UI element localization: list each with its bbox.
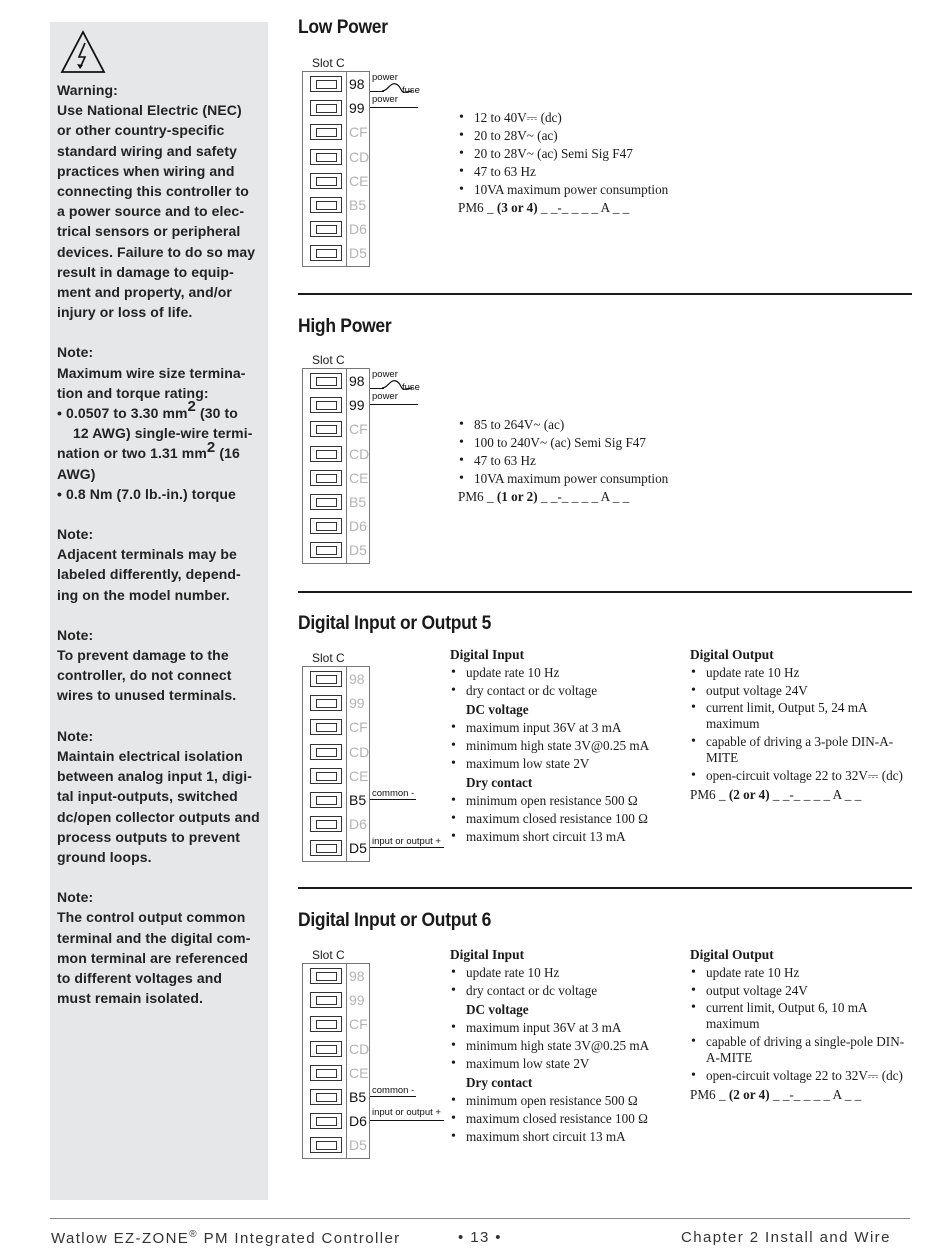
note-title: Note: bbox=[57, 526, 94, 543]
terminal-label: 99 bbox=[349, 992, 365, 1009]
warning-title: Warning: bbox=[57, 82, 118, 98]
wire-label-power: power bbox=[372, 391, 398, 402]
terminal-row bbox=[303, 691, 369, 715]
warning-line: practices when wiring and bbox=[57, 162, 235, 179]
digital-input-heading: Digital Input bbox=[450, 647, 525, 662]
terminal-diagram-dio5 bbox=[298, 651, 458, 866]
footer-chapter: Chapter 2 Install and Wire bbox=[681, 1229, 891, 1246]
terminal-screw-icon bbox=[310, 197, 342, 213]
terminal-screw-icon bbox=[310, 968, 342, 984]
terminal-label: B5 bbox=[349, 196, 367, 213]
terminal-row bbox=[303, 417, 369, 441]
terminal-screw-icon bbox=[310, 1137, 342, 1153]
terminal-block bbox=[302, 963, 370, 1159]
wire bbox=[370, 799, 416, 800]
terminal-label: 98 bbox=[349, 76, 365, 92]
warning-line: or other country-specific bbox=[57, 122, 225, 139]
spec-item: • 20 to 28V~ (ac) bbox=[458, 127, 668, 145]
terminal-row bbox=[303, 217, 369, 241]
terminal-label: CE bbox=[349, 172, 369, 189]
terminal-row bbox=[303, 1133, 369, 1157]
part-number: PM6 _ (2 or 4) _ _-_ _ _ _ A _ _ bbox=[690, 1087, 862, 1102]
terminal-label: CD bbox=[349, 148, 370, 165]
spec-item: • maximum low state 2V bbox=[450, 1055, 685, 1073]
terminal-row bbox=[303, 120, 369, 144]
spec-item: • 47 to 63 Hz bbox=[458, 452, 668, 470]
footer-page-number: • 13 • bbox=[458, 1229, 502, 1246]
spec-item: • minimum high state 3V@0.25 mA bbox=[450, 737, 685, 755]
part-number: PM6 _ (3 or 4) _ _-_ _ _ _ A _ _ bbox=[458, 200, 630, 215]
terminal-screw-icon bbox=[310, 671, 342, 687]
spec-item: • minimum open resistance 500 Ω bbox=[450, 1092, 685, 1110]
slot-label: Slot C bbox=[312, 948, 345, 962]
terminal-label: 98 bbox=[349, 671, 365, 687]
part-number: PM6 _ (1 or 2) _ _-_ _ _ _ A _ _ bbox=[458, 489, 630, 504]
dry-contact-heading: Dry contact bbox=[466, 1075, 533, 1090]
terminal-label: D5 bbox=[349, 840, 367, 857]
spec-item: • maximum closed resistance 100 Ω bbox=[450, 810, 685, 828]
terminal-row bbox=[303, 490, 369, 514]
terminal-screw-icon bbox=[310, 421, 342, 437]
wire bbox=[370, 1096, 416, 1097]
terminal-screw-icon bbox=[310, 1089, 342, 1105]
note-line: labeled differently, depend- bbox=[57, 566, 241, 583]
note-line: must remain isolated. bbox=[57, 990, 204, 1007]
terminal-label: CD bbox=[349, 1040, 370, 1057]
note-line: The control output common bbox=[57, 909, 246, 926]
footer-divider bbox=[50, 1218, 910, 1219]
terminal-row bbox=[303, 1061, 369, 1085]
terminal-screw-icon bbox=[310, 446, 342, 462]
note-title: Note: bbox=[57, 889, 94, 906]
warning-line: Use National Electric (NEC) bbox=[57, 102, 242, 119]
terminal-row bbox=[303, 466, 369, 490]
terminal-label: CD bbox=[349, 445, 370, 462]
spec-item: • maximum closed resistance 100 Ω bbox=[450, 1110, 685, 1128]
terminal-row bbox=[303, 241, 369, 265]
dc-voltage-heading: DC voltage bbox=[466, 1002, 529, 1017]
note-line: controller, do not connect bbox=[57, 667, 232, 684]
high-power-specs bbox=[458, 416, 668, 506]
spec-item: • maximum short circuit 13 mA bbox=[450, 1128, 685, 1146]
wire-label-power: power bbox=[372, 94, 398, 105]
dio5-digital-output-specs bbox=[690, 646, 905, 804]
note-line: 12 AWG) single-wire termi- bbox=[73, 425, 253, 442]
terminal-label: CF bbox=[349, 421, 368, 438]
note-line: to different voltages and bbox=[57, 969, 223, 986]
terminal-label: CE bbox=[349, 469, 369, 486]
note-line: ing on the model number. bbox=[57, 586, 230, 603]
terminal-screw-icon bbox=[310, 124, 342, 140]
section-divider bbox=[298, 293, 912, 295]
terminal-screw-icon bbox=[310, 840, 342, 856]
spec-item: • current limit, Output 5, 24 mA maximum bbox=[690, 700, 905, 732]
terminal-label: B5 bbox=[349, 1088, 367, 1105]
wire-label-common: common - bbox=[372, 1085, 415, 1096]
terminal-screw-icon bbox=[310, 76, 342, 92]
terminal-screw-icon bbox=[310, 149, 342, 165]
sidebar-notes bbox=[50, 22, 268, 1200]
terminal-screw-icon bbox=[310, 173, 342, 189]
warning-line: devices. Failure to do so may bbox=[57, 243, 256, 260]
wire-label-input-output: input or output + bbox=[372, 836, 441, 847]
terminal-label: D5 bbox=[349, 1137, 367, 1154]
terminal-screw-icon bbox=[310, 1041, 342, 1057]
spec-item: • 12 to 40V⎓ (dc) bbox=[458, 109, 668, 127]
terminal-diagram-dio6 bbox=[298, 948, 458, 1163]
note-bullet: • 0.8 Nm (7.0 lb.-in.) torque bbox=[57, 485, 236, 502]
section-divider bbox=[298, 887, 912, 889]
spec-item: • 10VA maximum power consumption bbox=[458, 181, 668, 199]
spec-item: • output voltage 24V bbox=[690, 982, 905, 1000]
terminal-row bbox=[303, 193, 369, 217]
spec-item: • capable of driving a single-pole DIN-A-MITE bbox=[690, 1034, 905, 1066]
terminal-row bbox=[303, 667, 369, 691]
note-line: tal input-outputs, switched bbox=[57, 788, 238, 805]
terminal-label: CF bbox=[349, 124, 368, 141]
spec-item: • current limit, Output 6, 10 mA maximum bbox=[690, 1000, 905, 1032]
terminal-label: D5 bbox=[349, 542, 367, 559]
terminal-screw-icon bbox=[310, 992, 342, 1008]
terminal-label: CF bbox=[349, 719, 368, 736]
terminal-row bbox=[303, 442, 369, 466]
spec-item: • update rate 10 Hz bbox=[450, 664, 685, 682]
terminal-label: 99 bbox=[349, 397, 365, 414]
spec-item: • update rate 10 Hz bbox=[690, 964, 905, 982]
terminal-label: CF bbox=[349, 1016, 368, 1033]
terminal-diagram-low-power bbox=[298, 56, 458, 271]
terminal-label: D6 bbox=[349, 816, 367, 833]
terminal-label: D6 bbox=[349, 221, 367, 238]
digital-output-heading: Digital Output bbox=[690, 647, 774, 662]
wire-label-fuse: fuse bbox=[402, 382, 420, 393]
spec-item: • update rate 10 Hz bbox=[450, 964, 685, 982]
part-number: PM6 _ (2 or 4) _ _-_ _ _ _ A _ _ bbox=[690, 787, 862, 802]
note-line: process outputs to prevent bbox=[57, 828, 241, 845]
spec-item: • 85 to 264V~ (ac) bbox=[458, 416, 668, 434]
dio5-digital-input-specs bbox=[450, 646, 685, 846]
terminal-row bbox=[303, 812, 369, 836]
terminal-screw-icon bbox=[310, 1016, 342, 1032]
note-title: Note: bbox=[57, 344, 94, 361]
terminal-label: CE bbox=[349, 1064, 369, 1081]
wire bbox=[370, 107, 418, 108]
terminal-label: 99 bbox=[349, 695, 365, 712]
terminal-row bbox=[303, 145, 369, 169]
terminal-row bbox=[303, 169, 369, 193]
note-bullet: • 0.0507 to 3.30 $mm^2$ (30 to bbox=[57, 398, 238, 422]
note-title: Note: bbox=[57, 727, 94, 744]
slot-label: Slot C bbox=[312, 353, 345, 367]
wire-label-power: power bbox=[372, 72, 398, 83]
note-adjacent-terminals bbox=[57, 524, 262, 605]
spec-item: • 47 to 63 Hz bbox=[458, 163, 668, 181]
terminal-row bbox=[303, 836, 369, 860]
warning-line: result in damage to equip- bbox=[57, 263, 234, 280]
spec-item: • minimum open resistance 500 Ω bbox=[450, 792, 685, 810]
footer-product: Watlow EZ-ZONE® PM Integrated Controller bbox=[51, 1229, 401, 1247]
wire bbox=[370, 404, 418, 405]
terminal-row bbox=[303, 788, 369, 812]
section-divider bbox=[298, 591, 912, 593]
digital-output-heading: Digital Output bbox=[690, 947, 774, 962]
terminal-label: 99 bbox=[349, 100, 365, 117]
note-line: ground loops. bbox=[57, 848, 152, 865]
spec-item: • 100 to 240V~ (ac) Semi Sig F47 bbox=[458, 434, 668, 452]
section-title-high-power: High Power bbox=[298, 316, 392, 337]
digital-input-heading: Digital Input bbox=[450, 947, 525, 962]
spec-item: • minimum high state 3V@0.25 mA bbox=[450, 1037, 685, 1055]
note-line: between analog input 1, digi- bbox=[57, 768, 253, 785]
dio6-digital-input-specs bbox=[450, 946, 685, 1146]
spec-item: • open-circuit voltage 22 to 32V⎓ (dc) bbox=[690, 768, 905, 784]
terminal-screw-icon bbox=[310, 1113, 342, 1129]
terminal-row bbox=[303, 740, 369, 764]
spec-item: • dry contact or dc voltage bbox=[450, 982, 685, 1000]
terminal-row bbox=[303, 964, 369, 988]
terminal-screw-icon bbox=[310, 518, 342, 534]
note-line: terminal and the digital com- bbox=[57, 929, 251, 946]
spec-item: • maximum input 36V at 3 mA bbox=[450, 1019, 685, 1037]
note-line: Maximum wire size termina- bbox=[57, 364, 246, 381]
note-title: Note: bbox=[57, 626, 94, 643]
warning-line: ment and property, and/or bbox=[57, 284, 232, 301]
spec-item: • 10VA maximum power consumption bbox=[458, 470, 668, 488]
terminal-label: CD bbox=[349, 743, 370, 760]
terminal-label: D6 bbox=[349, 1113, 367, 1130]
terminal-block bbox=[302, 71, 370, 267]
terminal-row bbox=[303, 1085, 369, 1109]
spec-item: • dry contact or dc voltage bbox=[450, 682, 685, 700]
note-line: dc/open collector outputs and bbox=[57, 808, 260, 825]
note-wire-size bbox=[57, 342, 262, 504]
wire-label-fuse: fuse bbox=[402, 85, 420, 96]
terminal-label: D6 bbox=[349, 518, 367, 535]
note-line: Adjacent terminals may be bbox=[57, 546, 237, 563]
dc-voltage-heading: DC voltage bbox=[466, 702, 529, 717]
terminal-label: 98 bbox=[349, 968, 365, 984]
terminal-screw-icon bbox=[310, 494, 342, 510]
terminal-screw-icon bbox=[310, 792, 342, 808]
terminal-screw-icon bbox=[310, 245, 342, 261]
section-title-low-power: Low Power bbox=[298, 17, 388, 38]
terminal-label: 98 bbox=[349, 373, 365, 389]
wire bbox=[370, 1120, 444, 1121]
wire bbox=[370, 847, 444, 848]
terminal-row bbox=[303, 988, 369, 1012]
slot-label: Slot C bbox=[312, 651, 345, 665]
terminal-screw-icon bbox=[310, 100, 342, 116]
terminal-row bbox=[303, 538, 369, 562]
terminal-row bbox=[303, 715, 369, 739]
terminal-row bbox=[303, 393, 369, 417]
note-line: wires to unused terminals. bbox=[57, 687, 237, 704]
terminal-label: D5 bbox=[349, 245, 367, 262]
terminal-row bbox=[303, 72, 369, 96]
spec-item: • open-circuit voltage 22 to 32V⎓ (dc) bbox=[690, 1068, 905, 1084]
warning-line: a power source and to elec- bbox=[57, 203, 245, 220]
terminal-screw-icon bbox=[310, 1065, 342, 1081]
section-title-dio5: Digital Input or Output 5 bbox=[298, 613, 492, 634]
terminal-screw-icon bbox=[310, 719, 342, 735]
terminal-row bbox=[303, 1109, 369, 1133]
terminal-block bbox=[302, 368, 370, 564]
note-line: nation or two 1.31 $mm^2$ (16 bbox=[57, 438, 240, 462]
terminal-row bbox=[303, 514, 369, 538]
terminal-row bbox=[303, 1012, 369, 1036]
terminal-row bbox=[303, 764, 369, 788]
spec-item: • maximum low state 2V bbox=[450, 755, 685, 773]
terminal-screw-icon bbox=[310, 470, 342, 486]
warning-line: connecting this controller to bbox=[57, 183, 249, 200]
terminal-screw-icon bbox=[310, 373, 342, 389]
note-isolation bbox=[57, 726, 262, 867]
spec-item: • output voltage 24V bbox=[690, 682, 905, 700]
terminal-row bbox=[303, 96, 369, 120]
spec-item: • update rate 10 Hz bbox=[690, 664, 905, 682]
note-unused-terminals bbox=[57, 625, 262, 706]
warning-line: trical sensors or peripheral bbox=[57, 223, 241, 240]
wire-label-input-output: input or output + bbox=[372, 1107, 441, 1118]
terminal-screw-icon bbox=[310, 816, 342, 832]
terminal-row bbox=[303, 1037, 369, 1061]
terminal-label: CE bbox=[349, 767, 369, 784]
slot-label: Slot C bbox=[312, 56, 345, 70]
terminal-label: B5 bbox=[349, 791, 367, 808]
terminal-screw-icon bbox=[310, 695, 342, 711]
terminal-diagram-high-power bbox=[298, 353, 458, 568]
terminal-screw-icon bbox=[310, 542, 342, 558]
wire-label-power: power bbox=[372, 369, 398, 380]
low-power-specs bbox=[458, 109, 668, 217]
terminal-row bbox=[303, 369, 369, 393]
spec-item: • maximum input 36V at 3 mA bbox=[450, 719, 685, 737]
terminal-screw-icon bbox=[310, 768, 342, 784]
warning-block bbox=[57, 80, 262, 322]
terminal-screw-icon bbox=[310, 744, 342, 760]
note-line: tion and torque rating: bbox=[57, 384, 209, 401]
warning-line: injury or loss of life. bbox=[57, 304, 193, 321]
note-line: AWG) bbox=[57, 465, 96, 482]
electrical-hazard-icon bbox=[60, 30, 106, 74]
terminal-screw-icon bbox=[310, 221, 342, 237]
terminal-screw-icon bbox=[310, 397, 342, 413]
warning-line: standard wiring and safety bbox=[57, 142, 237, 159]
terminal-block bbox=[302, 666, 370, 862]
note-line: Maintain electrical isolation bbox=[57, 747, 243, 764]
section-title-dio6: Digital Input or Output 6 bbox=[298, 910, 492, 931]
dry-contact-heading: Dry contact bbox=[466, 775, 533, 790]
note-common-terminal bbox=[57, 887, 262, 1008]
note-line: mon terminal are referenced bbox=[57, 949, 248, 966]
spec-item: • maximum short circuit 13 mA bbox=[450, 828, 685, 846]
spec-item: • 20 to 28V~ (ac) Semi Sig F47 bbox=[458, 145, 668, 163]
terminal-label: B5 bbox=[349, 493, 367, 510]
note-line: To prevent damage to the bbox=[57, 647, 229, 664]
dio6-digital-output-specs bbox=[690, 946, 905, 1104]
spec-item: • capable of driving a 3-pole DIN-A-MITE bbox=[690, 734, 905, 766]
wire-label-common: common - bbox=[372, 788, 415, 799]
